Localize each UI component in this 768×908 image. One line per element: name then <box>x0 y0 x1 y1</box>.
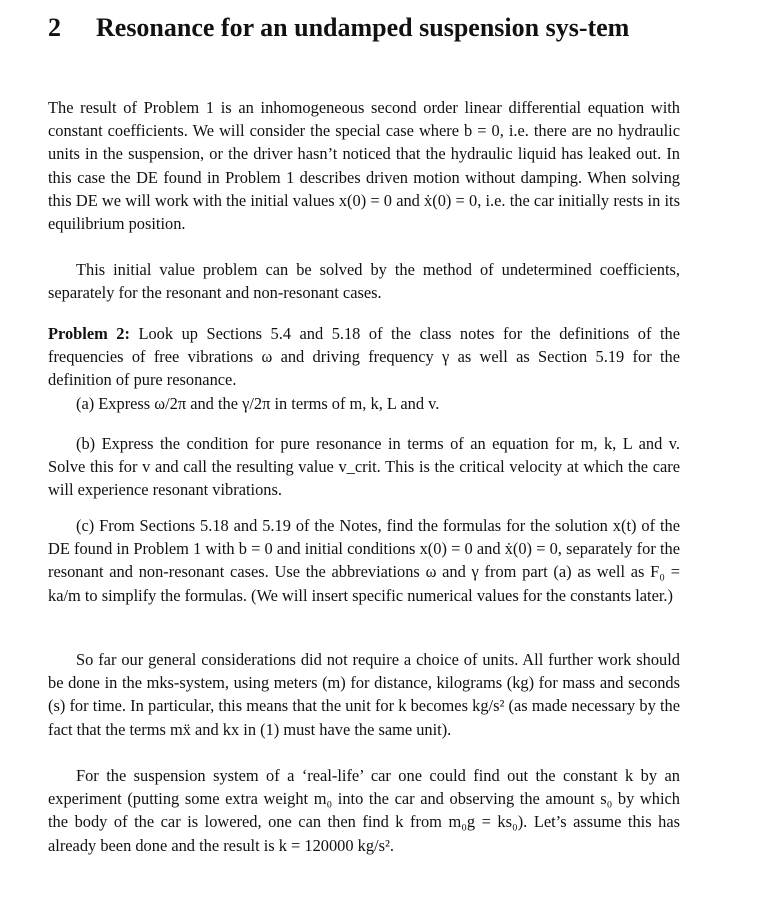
part-c-paragraph: (c) From Sections 5.18 and 5.19 of the Notes, find the formulas for the solution x(t) of the DE found in Problem 1 with b = 0 and initial conditions x(0) = 0 and ẋ(0) = 0, separately for the resonant and non-resonant cases. Use the abbreviations ω and γ from part (a) as well as F₀ = ka/m to simplify the formulas. (We will insert specific numerical values for the constants later.) <box>48 516 680 605</box>
problem-2-label: Problem 2: <box>48 324 130 343</box>
intro-paragraph: The result of Problem 1 is an inhomogeneous second order linear differential equation with constant coefficients. We will consider the special case where b = 0, i.e. there are no hydraulic units in the suspension, or the driver hasn’t noticed that the hydraulic liquid has leaked out. In this case the DE found in Problem 1 describes driven motion without damping. When solving this DE we will work with the initial values x(0) = 0 and ẋ(0) = 0, i.e. the car initially rests in its equilibrium position. <box>48 98 680 234</box>
method-paragraph: This initial value problem can be solved by the method of undetermined coefficients, separately for the resonant and non-resonant cases. <box>48 260 680 303</box>
section-number: 2 <box>48 13 61 42</box>
problem-2-text: Look up Sections 5.4 and 5.18 of the class notes for the definitions of the frequencies of free vibrations ω and driving frequency γ as well as Section 5.19 for the definition of pure resonance. <box>48 324 680 390</box>
suspension-paragraph: For the suspension system of a ‘real-life’ car one could find out the constant k by an experiment (putting some extra weight m₀ into the car and observing the amount s₀ by which the body of the car is lowered, one can then find k from m₀g = ks₀). Let’s assume this has already been done and the result is k = 120000 kg/s². <box>48 766 680 855</box>
part-a-paragraph: (a) Express ω/2π and the γ/2π in terms of m, k, L and v. <box>76 394 440 413</box>
units-paragraph: So far our general considerations did not require a choice of units. All further work should be done in the mks-system, using meters (m) for distance, kilograms (kg) for mass and seconds (s) for time. In particular, this means that the unit for k becomes kg/s² (as made necessary by the fact that the terms mẍ and kx in (1) must have the same unit). <box>48 650 680 739</box>
problem-2-paragraph <box>48 322 680 392</box>
part-b-paragraph: (b) Express the condition for pure resonance in terms of an equation for m, k, L and v. Solve this for v and call the resulting value v_crit. This is the critical velocity at which the care will experience resonant vibrations. <box>48 434 680 500</box>
section-title: Resonance for an undamped suspension sys-tem <box>96 13 630 42</box>
